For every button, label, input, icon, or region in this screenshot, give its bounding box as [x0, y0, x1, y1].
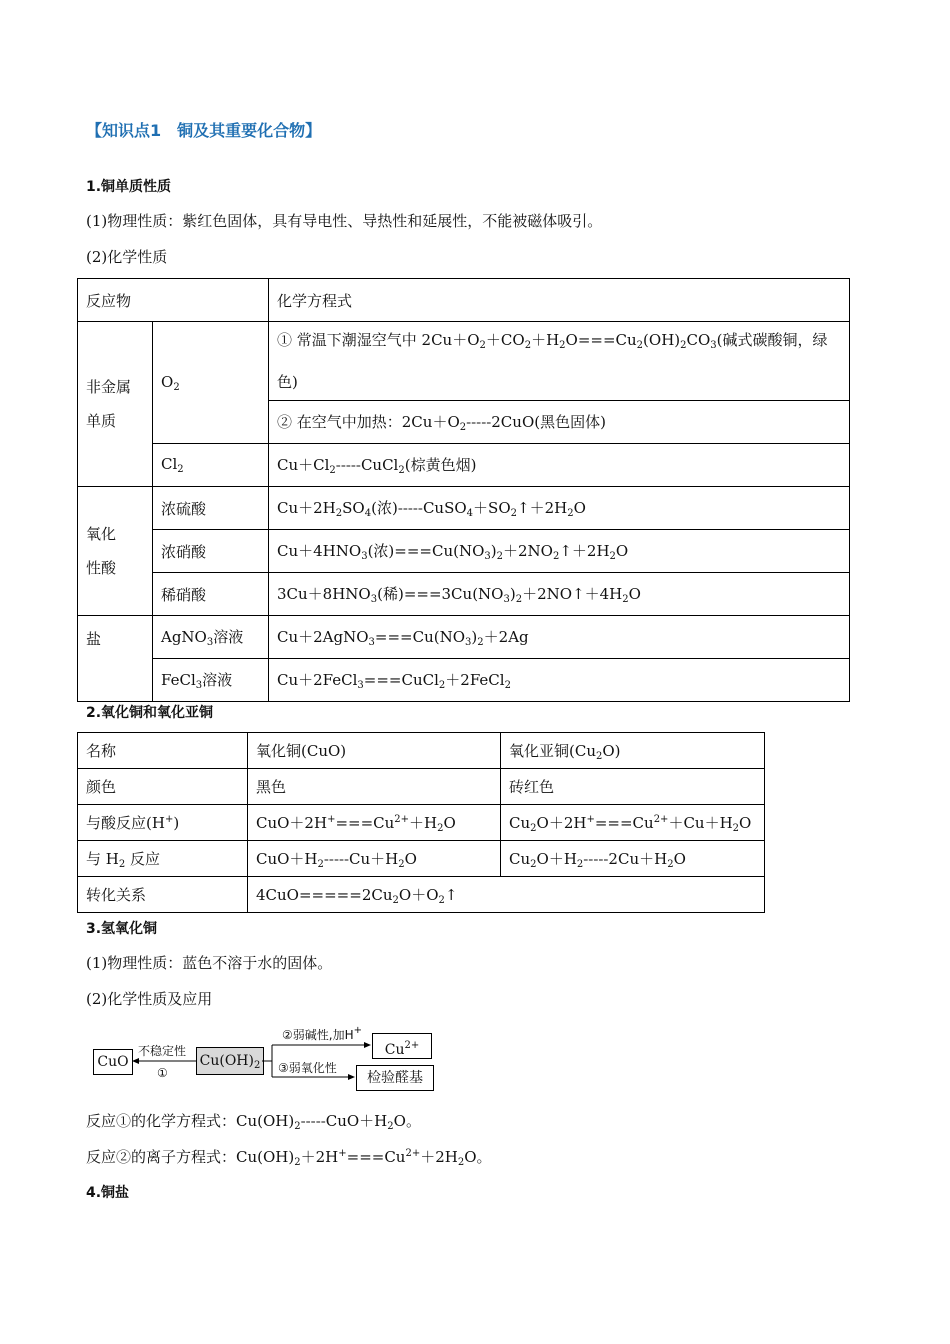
reaction-1-equation: 反应①的化学方程式：$Cu(OH)_2=====CuO+H_2O$。: [86, 1112, 421, 1132]
diagram-cu2-box: $Cu^{2+}$: [372, 1033, 432, 1059]
reactant-fecl3: FeCl$_3$溶液: [153, 659, 269, 702]
equation-o2-humid: ① 常温下潮湿空气中 $2Cu+O_2+CO_2+H_2O===Cu_2(OH)_2CO_3$(碱式碳酸铜，绿色): [269, 322, 850, 401]
equation-conc-hno3: $Cu+4HNO_3$(浓)$===Cu(NO_3)_2+2NO_2↑+2H_2O$: [269, 530, 850, 573]
row-acid-label: 与酸反应(H+): [78, 805, 248, 841]
section-4-heading: 4.铜盐: [86, 1185, 130, 1201]
cu2o-color: 砖红色: [501, 769, 765, 805]
copper-physical-properties: (1)物理性质：紫红色固体，具有导电性、导热性和延展性，不能被磁体吸引。: [86, 212, 603, 230]
reactant-cl2: $Cl_2$: [153, 444, 269, 487]
reaction-2-equation: 反应②的离子方程式：$Cu(OH)_2+2H^+===Cu^{2+}+2H_2O$。: [86, 1148, 492, 1168]
diagram-unstable-label: 不稳定性: [138, 1044, 187, 1058]
equation-conc-h2so4: $Cu+2H_2SO_4$(浓)$=====CuSO_4+SO_2↑+2H_2O$: [269, 487, 850, 530]
header-equation: 化学方程式: [269, 279, 850, 322]
section-3-heading: 3.氢氧化铜: [86, 921, 158, 937]
row-color-label: 颜色: [78, 769, 248, 805]
section-1-heading: 1.铜单质性质: [86, 179, 172, 195]
equation-agno3: $Cu+2AgNO_3===Cu(NO_3)_2+2Ag$: [269, 616, 850, 659]
row-conversion-label: 转化关系: [78, 877, 248, 913]
reactant-conc-h2so4: 浓硫酸: [153, 487, 269, 530]
cu2o-acid: $Cu_2O+2H^+===Cu^{2+}+Cu+H_2O$: [501, 805, 765, 841]
section-2-heading: 2.氧化铜和氧化亚铜: [86, 705, 214, 721]
cuo-name: 氧化铜(CuO): [248, 733, 501, 769]
equation-cl2: $Cu+Cl_2=====CuCl_2$(棕黄色烟): [269, 444, 850, 487]
diagram-weakox-label: ③弱氧化性: [278, 1061, 337, 1075]
equation-dil-hno3: $3Cu+8HNO_3$(稀)$===3Cu(NO_3)_2+2NO↑+4H_2O$: [269, 573, 850, 616]
reactant-dil-hno3: 稀硝酸: [153, 573, 269, 616]
diagram-cuo-box: CuO: [93, 1049, 133, 1075]
cu2o-h2: $Cu_2O+H_2=====2Cu+H_2O$: [501, 841, 765, 877]
header-reactant: 反应物: [78, 279, 269, 322]
category-salt: 盐: [78, 616, 153, 702]
cu2o-name: 氧化亚铜$(Cu_2O)$: [501, 733, 765, 769]
category-oxidizing-acid: 氧化 性酸: [78, 487, 153, 616]
cuo-color: 黑色: [248, 769, 501, 805]
equation-fecl3: Cu＋2FeCl$_3$===CuCl$_2$＋2FeCl$_2$: [269, 659, 850, 702]
diagram-weakbase-label: ②弱碱性,加H+: [282, 1025, 362, 1042]
reactant-o2: $O_2$: [153, 322, 269, 444]
reactant-conc-hno3: 浓硝酸: [153, 530, 269, 573]
reactant-agno3: AgNO$_3$溶液: [153, 616, 269, 659]
hydroxide-physical-properties: (1)物理性质：蓝色不溶于水的固体。: [86, 954, 333, 972]
diagram-cuoh2-box: $Cu(OH)_2$: [196, 1047, 264, 1075]
diagram-aldehyde-box: 检验醛基: [356, 1065, 434, 1091]
diagram-one-label: ①: [157, 1066, 168, 1080]
copper-chemical-properties-label: (2)化学性质: [86, 248, 168, 266]
equation-o2-heat: ② 在空气中加热：$2Cu+O_2=====2CuO$(黑色固体): [269, 401, 850, 444]
row-name-label: 名称: [78, 733, 248, 769]
row-h2-label: 与 $H_2$ 反应: [78, 841, 248, 877]
cuo-h2: $CuO+H_2=====Cu+H_2O$: [248, 841, 501, 877]
category-nonmetal: 非金属 单质: [78, 322, 153, 487]
cuo-acid: $CuO+2H^+===Cu^{2+}+H_2O$: [248, 805, 501, 841]
conversion-equation: $4CuO=====2Cu_2O+O_2↑$: [248, 877, 765, 913]
hydroxide-chemical-label: (2)化学性质及应用: [86, 990, 213, 1008]
knowledge-point-title: 【知识点1 铜及其重要化合物】: [86, 121, 322, 140]
